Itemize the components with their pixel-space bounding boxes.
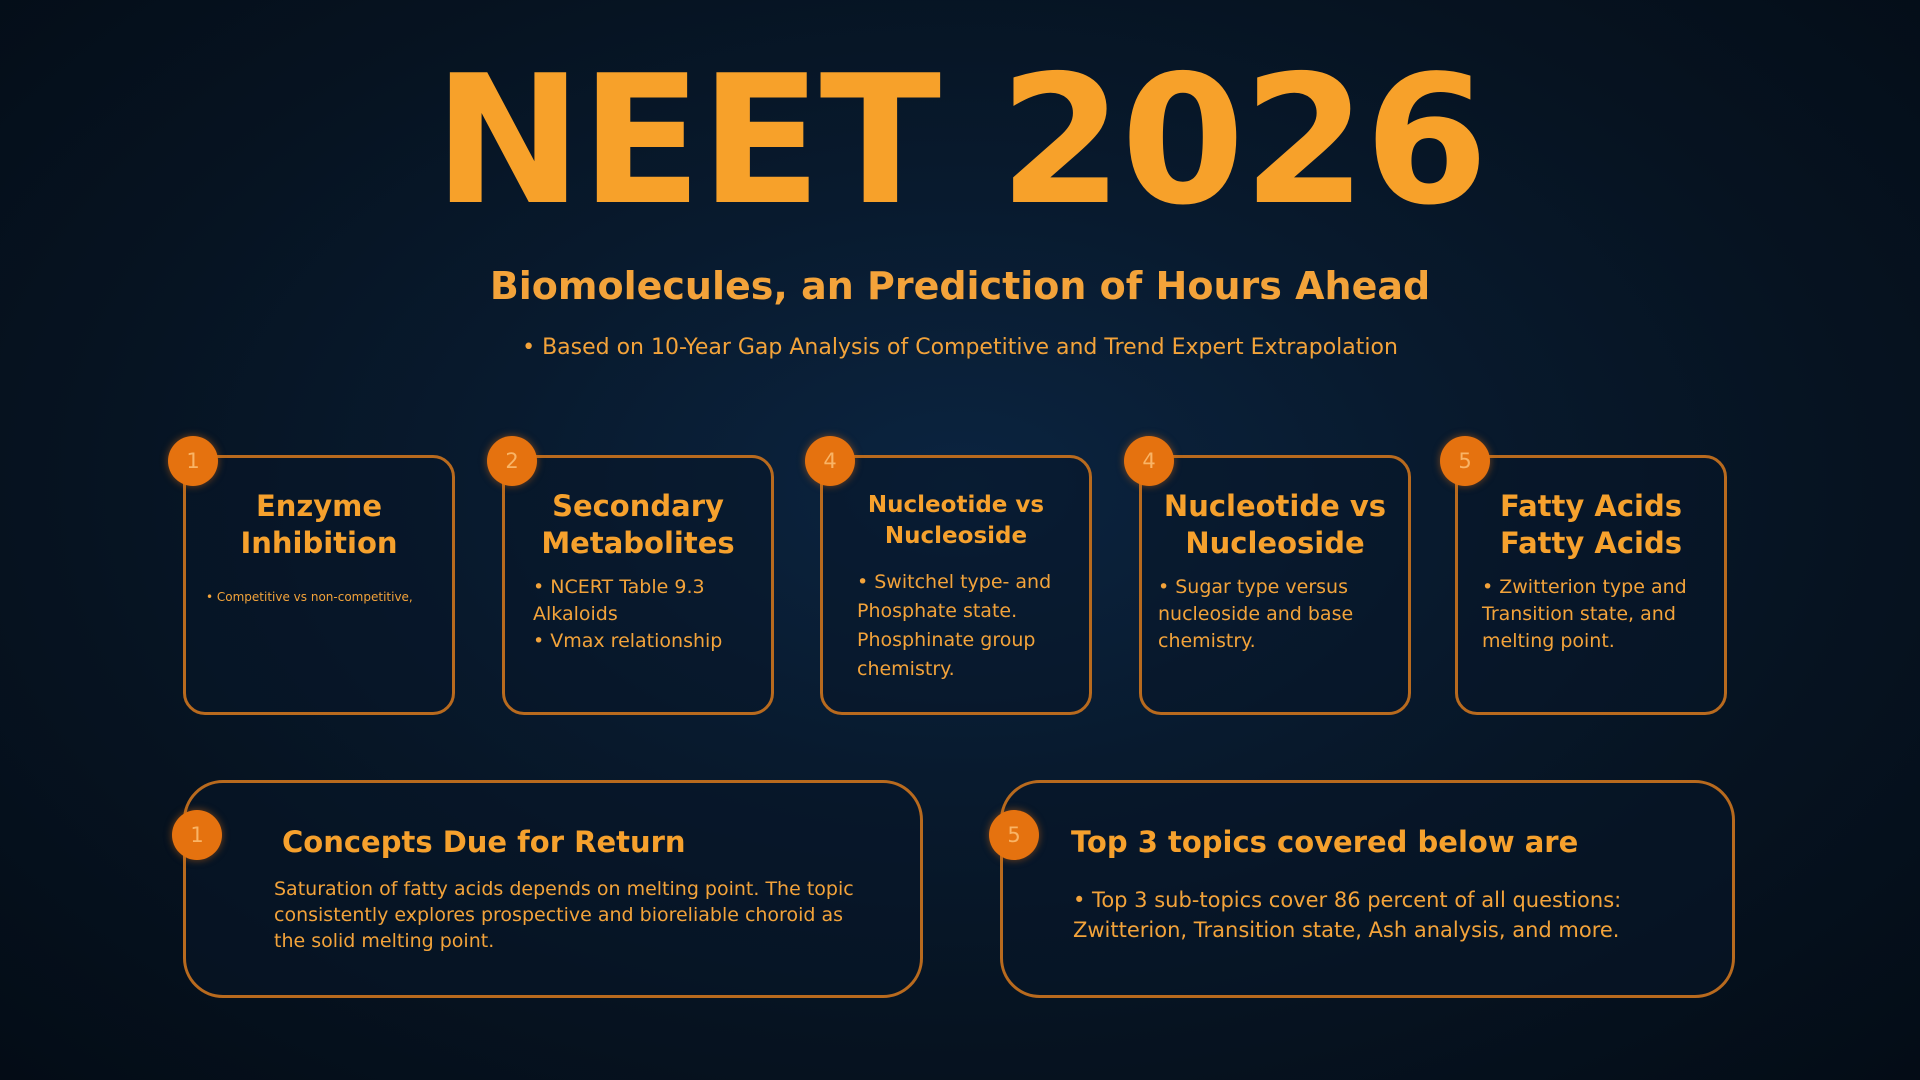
- card-text: • Zwitterion type and Transition state, and melting point.: [1482, 576, 1687, 652]
- card-title-line: Nucleotide vs: [1163, 489, 1387, 523]
- page-title: NEET 2026: [433, 37, 1487, 244]
- panel-title: Top 3 topics covered below are: [1071, 825, 1579, 859]
- card-title-line: Fatty Acids: [1499, 526, 1682, 560]
- number-badge: 4: [805, 436, 855, 486]
- number-badge: 1: [172, 810, 222, 860]
- card-title-line: Nucleoside: [1185, 526, 1365, 560]
- card-text: • Switchel type- and Phosphate state. Phosphinate group chemistry.: [857, 571, 1052, 680]
- card-title: [505, 488, 771, 562]
- card-text: • Competitive vs non-competitive,: [206, 590, 413, 604]
- panel-text: Saturation of fatty acids depends on melting point. The topic consistently explores prospective and bioreliable choroid as the solid melting point.: [274, 878, 854, 952]
- card-text: • Sugar type versus nucleoside and base chemistry.: [1158, 576, 1354, 652]
- card-title-line: Metabolites: [541, 526, 735, 560]
- card-title: [823, 490, 1089, 552]
- topic-card-enzyme-inhibition: [183, 449, 455, 715]
- card-title-line: Fatty Acids: [1499, 489, 1682, 523]
- topic-card-fatty-acids: [1455, 449, 1727, 715]
- card-title-line: Secondary: [552, 489, 724, 523]
- panel-top-topics: [1000, 780, 1735, 998]
- number-badge: 5: [989, 810, 1039, 860]
- card-title: [1142, 488, 1408, 562]
- card-bullet: • Vmax relationship: [533, 630, 723, 652]
- card-title-line: Inhibition: [240, 526, 398, 560]
- panel-title: Concepts Due for Return: [282, 825, 686, 859]
- panel-concepts-due: [183, 780, 923, 998]
- number-badge: 1: [168, 436, 218, 486]
- topic-card-nucleotide-vs-nucleoside-2: [1139, 449, 1411, 715]
- topic-card-nucleotide-vs-nucleoside: [820, 449, 1092, 715]
- card-title-line: Enzyme: [255, 489, 383, 523]
- card-title-line: Nucleotide vs: [867, 492, 1045, 518]
- card-text: [505, 574, 771, 655]
- page-subtitle: Biomolecules, an Prediction of Hours Ahead: [489, 264, 1431, 308]
- number-badge: 5: [1440, 436, 1490, 486]
- topic-card-secondary-metabolites: [502, 449, 774, 715]
- card-title: [1458, 488, 1724, 562]
- card-bullet: • NCERT Table 9.3 Alkaloids: [533, 576, 705, 625]
- card-title-line: Nucleoside: [884, 523, 1028, 549]
- page-tagline: • Based on 10-Year Gap Analysis of Competitive and Trend Expert Extrapolation: [522, 335, 1398, 360]
- number-badge: 4: [1124, 436, 1174, 486]
- panel-text: • Top 3 sub-topics cover 86 percent of all questions: Zwitterion, Transition state, Ash analysis, and more.: [1073, 888, 1622, 942]
- card-title: [186, 488, 452, 562]
- number-badge: 2: [487, 436, 537, 486]
